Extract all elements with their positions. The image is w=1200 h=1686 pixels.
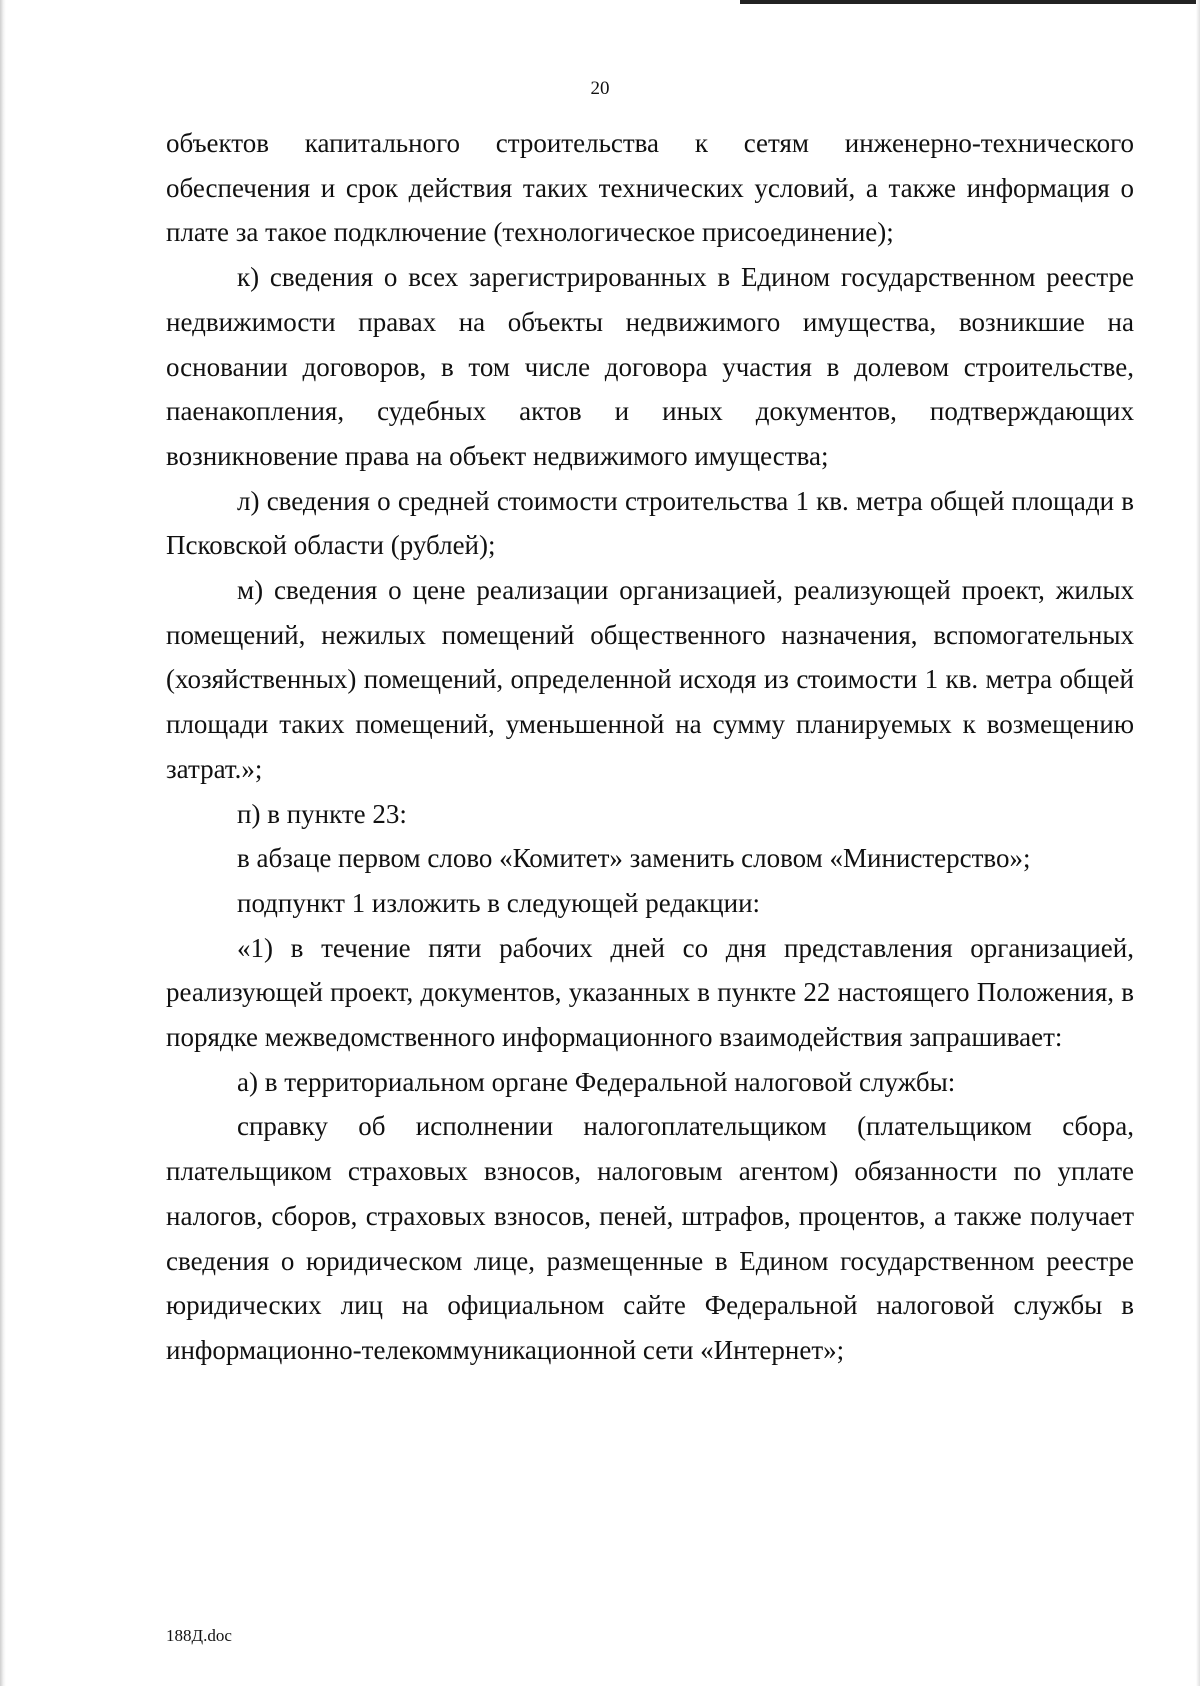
- paragraph-item-k: к) сведения о всех зарегистрированных в Едином государственном реестре недвижимости правах на объекты недвижимого имущества, возникшие на основании договоров, в том числе договора участия в долевом строительстве, паенакопления, судебных актов и иных документов, подтверждающих возникновение права на объект недвижимого имущества;: [166, 262, 1134, 471]
- footer-filename: 188Д.doc: [166, 1626, 232, 1645]
- scan-edge-top: [740, 0, 1200, 4]
- paragraph-item-l: л) сведения о средней стоимости строительства 1 кв. метра общей площади в Псковской области (рублей);: [166, 485, 1134, 561]
- paragraph-subitem-1: «1) в течение пяти рабочих дней со дня представления организацией, реализующей проект, документов, указанных в пункте 22 настоящего Положения, в порядке межведомственного информационного взаимодействия запрашивает:: [166, 932, 1134, 1053]
- paragraph-item-p: п) в пункте 23:: [237, 798, 407, 829]
- paragraph-item-a: а) в территориальном органе Федеральной налоговой службы:: [237, 1066, 956, 1097]
- scan-edge-left: [0, 0, 6, 1686]
- paragraph-continuation: объектов капитального строительства к сетям инженерно-технического обеспечения и срок действия таких технических условий, а также информация о плате за такое подключение (технологическое присоединение);: [166, 128, 1134, 248]
- paragraph-item-m: м) сведения о цене реализации организацией, реализующей проект, жилых помещений, нежилых помещений общественного назначения, вспомогательных (хозяйственных) помещений, определенной исходя из стоимости 1 кв. метра общей площади таких помещений, уменьшенной на сумму планируемых к возмещению затрат.»;: [166, 575, 1134, 784]
- paragraph-tax-certificate: справку об исполнении налогоплательщиком (плательщиком сбора, плательщиком страховых взносов, налоговым агентом) обязанности по уплате налогов, сборов, страховых взносов, пеней, штрафов, процентов, а также получает сведения о юридическом лице, размещенные в Едином государственном реестре юридических лиц на официальном сайте Федеральной налоговой службы в информационно-телекоммуникационной сети «Интернет»;: [166, 1111, 1134, 1365]
- scan-edge-right: [1196, 0, 1200, 1686]
- document-body: [166, 121, 1134, 1373]
- page-number: 20: [590, 78, 610, 99]
- paragraph-subitem-intro: подпункт 1 изложить в следующей редакции:: [237, 887, 761, 918]
- paragraph-replace-word: в абзаце первом слово «Комитет» заменить словом «Министерство»;: [237, 843, 1031, 874]
